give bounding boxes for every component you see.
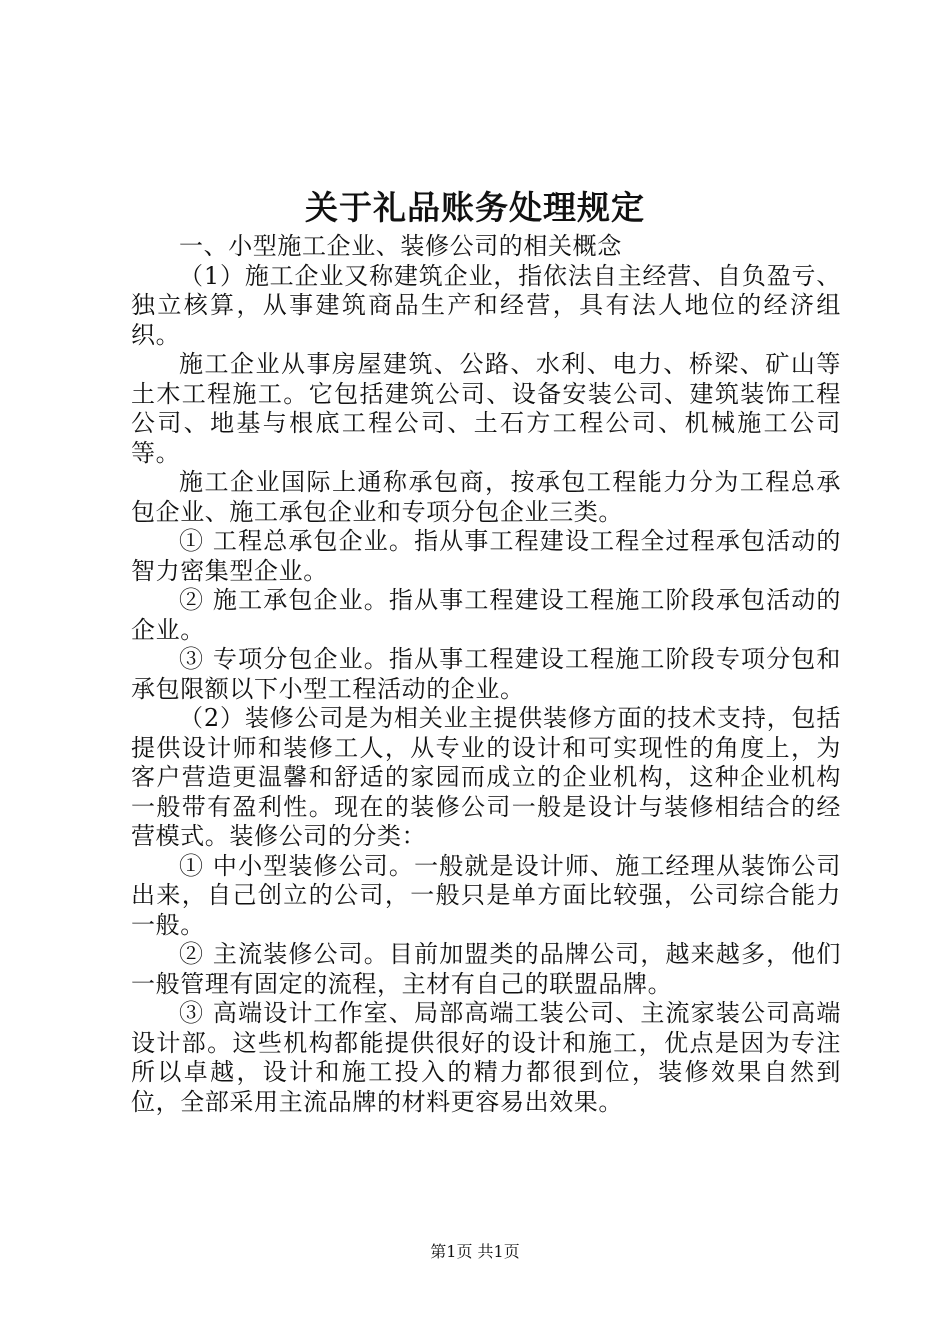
document-title: 关于礼品账务处理规定 bbox=[305, 188, 645, 227]
list-item-high-end-studio: ③ 高端设计工作室、局部高端工装公司、主流家装公司高端设计部。这些机构都能提供很好的设计和施工，优点是因为专注所以卓越，设计和施工投入的精力都很到位，装修效果自然到位，全部采用主流品牌的材料更容易出效果。 bbox=[131, 999, 841, 1116]
paragraph-construction-definition: （1）施工企业又称建筑企业，指依法自主经营、自负盈亏、独立核算，从事建筑商品生产和经营，具有法人地位的经济组织。 bbox=[131, 261, 841, 349]
document-body bbox=[131, 232, 841, 1117]
paragraph-contractor-types: 施工企业国际上通称承包商，按承包工程能力分为工程总承包企业、施工承包企业和专项分包企业三类。 bbox=[131, 468, 841, 526]
section-heading: 一、小型施工企业、装修公司的相关概念 bbox=[179, 232, 622, 260]
list-item-specialty-subcontractor: ③ 专项分包企业。指从事工程建设工程施工阶段专项分包和承包限额以下小型工程活动的企业。 bbox=[131, 645, 841, 703]
paragraph-decoration-company: （2）装修公司是为相关业主提供装修方面的技术支持，包括提供设计师和装修工人，从专业的设计和可实现性的角度上，为客户营造更温馨和舒适的家园而成立的企业机构，这种企业机构一般带有盈利性。现在的装修公司一般是设计与装修相结合的经营模式。装修公司的分类： bbox=[131, 704, 841, 850]
list-item-mainstream-decoration: ② 主流装修公司。目前加盟类的品牌公司，越来越多，他们一般管理有固定的流程，主材有自己的联盟品牌。 bbox=[131, 940, 841, 998]
list-item-general-contractor: ① 工程总承包企业。指从事工程建设工程全过程承包活动的智力密集型企业。 bbox=[131, 527, 841, 585]
paragraph-construction-scope: 施工企业从事房屋建筑、公路、水利、电力、桥梁、矿山等土木工程施工。它包括建筑公司、设备安装公司、建筑装饰工程公司、地基与根底工程公司、土石方工程公司、机械施工公司等。 bbox=[131, 350, 841, 467]
list-item-construction-contractor: ② 施工承包企业。指从事工程建设工程施工阶段承包活动的企业。 bbox=[131, 586, 841, 644]
list-item-small-decoration: ① 中小型装修公司。一般就是设计师、施工经理从装饰公司出来，自己创立的公司，一般只是单方面比较强，公司综合能力一般。 bbox=[131, 851, 841, 939]
page-footer: 第1页 共1页 bbox=[430, 1242, 520, 1261]
